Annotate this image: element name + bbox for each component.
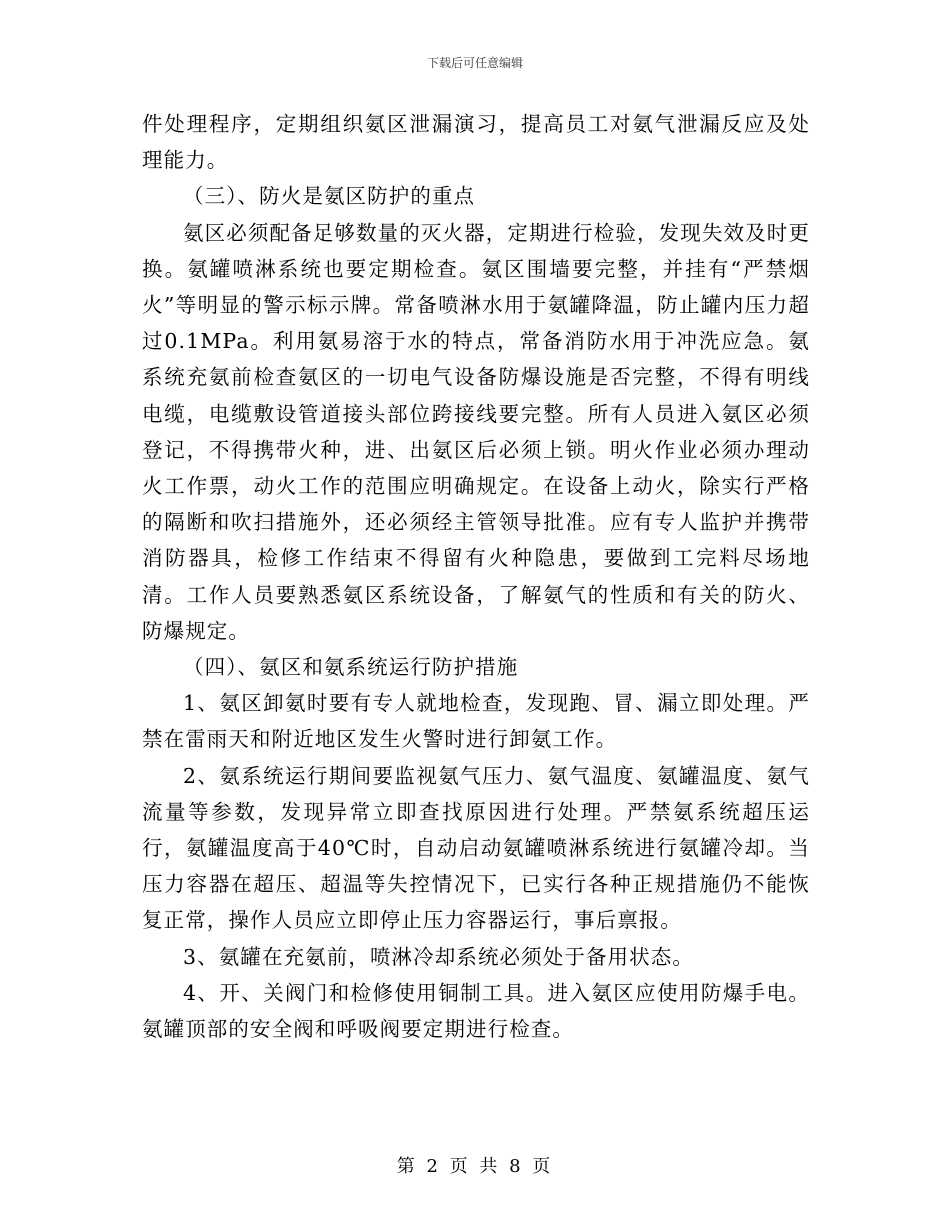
paragraph-item-3: 3、氨罐在充氨前，喷淋冷却系统必须处于备用状态。 [183,944,694,969]
paragraph-item-2: 2、氨系统运行期间要监视氨气压力、氨气温度、氨罐温度、氨气流量等参数，发现异常立即查找原因进行处理。严禁氨系统超压运行，氨罐温度高于40℃时，自动启动氨罐喷淋系统进行氨罐冷却。当压力容器在超压、超温等失控情况下，已实行各种正规措施仍不能恢复正常，操作人员应立即停止压力容器运行，事后禀报。 [142,763,810,933]
section-heading-3: （三）、防火是氨区防护的重点 [183,184,476,209]
page-footer: 第 2 页 共 8 页 [396,1156,554,1177]
document-body [142,106,810,1047]
section-heading-4: （四）、氨区和氨系统运行防护措施 [183,655,519,680]
paragraph-item-1: 1、氨区卸氨时要有专人就地检查，发现跑、冒、漏立即处理。严禁在雷雨天和附近地区发生火警时进行卸氨工作。 [142,691,810,752]
page-header: 下载后可任意编辑 [426,56,523,70]
paragraph-fire-prevention: 氨区必须配备足够数量的灭火器，定期进行检验，发现失效及时更换。氨罐喷淋系统也要定期检查。氨区围墙要完整，并挂有“严禁烟火”等明显的警示标示牌。常备喷淋水用于氨罐降温，防止罐内压力超过0.1MPa。利用氨易溶于水的特点，常备消防水用于冲洗应急。氨系统充氨前检查氨区的一切电气设备防爆设施是否完整，不得有明线电缆，电缆敷设管道接头部位跨接线要完整。所有人员进入氨区必须登记，不得携带火种，进、出氨区后必须上锁。明火作业必须办理动火工作票，动火工作的范围应明确规定。在设备上动火，除实行严格的隔断和吹扫措施外，还必须经主管领导批准。应有专人监护并携带消防器具，检修工作结束不得留有火种隐患，要做到工完料尽场地清。工作人员要熟悉氨区系统设备，了解氨气的性质和有关的防火、防爆规定。 [142,220,810,643]
paragraph-continuation: 件处理程序，定期组织氨区泄漏演习，提高员工对氨气泄漏反应及处理能力。 [142,112,810,173]
paragraph-item-4: 4、开、关阀门和检修使用铜制工具。进入氨区应使用防爆手电。氨罐顶部的安全阀和呼吸阀要定期进行检查。 [142,980,810,1042]
